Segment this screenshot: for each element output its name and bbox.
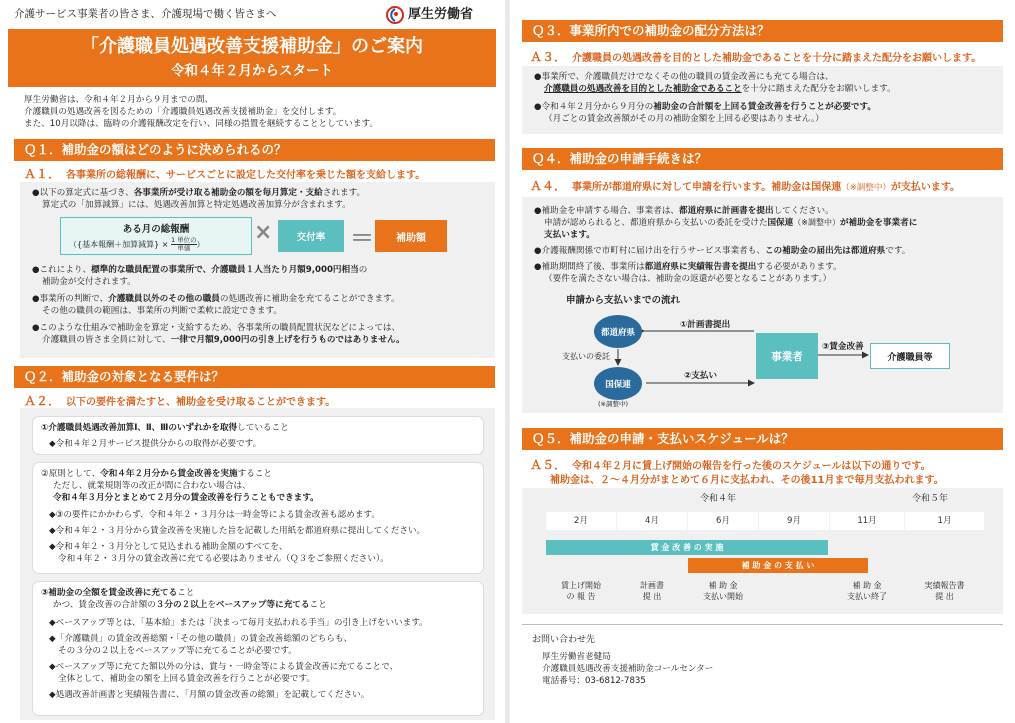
q1-point-1a: ●以下の算定式に基づき、各事業所が受け取る補助金の額を毎月算定・支給されます。	[32, 188, 366, 198]
q4-bullet-3b: （要件を満たさない場合は、補助金の返還が必要となることがあります。）	[544, 274, 832, 284]
flow-step-3: ③賃金改善	[822, 342, 864, 352]
requirement-2-card	[32, 462, 484, 574]
q2-body	[20, 408, 495, 720]
intro-line-1: 厚生労働省は、令和４年２月から９月までの間、	[24, 95, 214, 105]
formula-title: ある月の総報酬	[122, 224, 190, 235]
formula-times: ×	[254, 220, 273, 245]
formula-total	[60, 217, 252, 255]
event-payment-end: 補 助 金 支払い終了	[847, 581, 887, 601]
q1-header: Ｑ１．補助金の額はどのように決められるの？	[14, 139, 495, 161]
contact-org: 厚生労働省老健局	[542, 652, 611, 662]
requirement-3-bullet-4: ◆処遇改善計画書と実績報告書に、「月額の賃金改善の総額」を記載してください。	[49, 690, 370, 700]
q2-answer	[24, 392, 335, 409]
bar-subsidy-payment: 補 助 金 の 支 払 い	[688, 558, 868, 573]
intro-line-3: また、10月以降は、臨時の介護報酬改定を行い、同様の措置を継続することとしています。	[24, 119, 378, 129]
title-banner	[8, 29, 496, 87]
q3-body	[522, 66, 1003, 134]
q1-point-4a: ●このような仕組みで補助金を算定・支給するため、各事業所の職員配置状況などによっては、	[32, 323, 401, 333]
intro-line-2: 介護職員の処遇改善を図るための「介護職員処遇改善支援補助金」を交付します。	[24, 107, 342, 117]
q4-answer-mark: Ａ４．	[530, 179, 567, 193]
q3-answer-mark: Ａ３．	[530, 50, 567, 64]
requirement-3-bullet-3a: ◆ベースアップ等に充てた額以外の分は、賞与・一時金等による賃金改善に充てることで、	[49, 662, 399, 672]
flow-entrust: 支払いの委託	[562, 352, 610, 361]
q1-point-4b: 介護職員の皆さま全員に対して、一律で月額9,000円の引き上げを行うものではありません。	[42, 335, 405, 345]
q5-answer-1: Ａ５． 令和４年２月に賃上げ開始の報告を行った後のスケジュールは以下の通りです。	[530, 458, 931, 472]
schedule-year-2: 令和５年	[912, 494, 949, 504]
q3-header: Ｑ３．事業所内での補助金の配分方法は？	[522, 20, 1003, 42]
q4-bullet-1c: 支払います。	[544, 230, 595, 240]
ministry-logo-icon	[386, 6, 404, 24]
requirement-2-bullet-3a: ◆令和４年２・３月分として見込まれる補助金額のすべてを、	[49, 542, 288, 552]
q3-answer-text: 介護職員の処遇改善を目的とした補助金であることを十分に踏まえた配分をお願いします。	[572, 53, 982, 64]
requirement-3-bullet-2a: ◆「介護職員」の賃金改善総額・「その他の職員」の賃金改善総額のどちらも、	[49, 634, 353, 644]
q3-bullet-2b: （月ごとの賃金改善額がその月の補助金額を上回る必要はありません。）	[544, 114, 824, 124]
requirement-2-title: ②原則として、令和４年２月分から賃金改善を実施すること	[41, 469, 273, 479]
contact-center: 介護職員処遇改善支援補助金コールセンター	[542, 664, 714, 674]
schedule-year-1: 令和４年	[700, 494, 737, 504]
requirement-1-card	[32, 416, 484, 455]
ministry-name: 厚生労働省	[408, 7, 474, 22]
requirement-3-card	[32, 581, 484, 716]
q1-answer	[24, 165, 425, 182]
bar-wage-improvement: 賃 金 改 善 の 実 施	[546, 540, 828, 555]
requirement-3-title: ③補助金の全額を賃金改善に充てること	[41, 588, 195, 598]
q3-answer	[530, 48, 981, 65]
q1-point-3b: その他の職員の範囲は、事業所の判断で柔軟に設定できます。	[42, 306, 282, 316]
requirement-2-bullet-2: ◆令和４年２・３月分から賃金改善を実施した旨を記載した用紙を都道府県に提出してください。	[49, 526, 426, 536]
q1-body	[20, 182, 495, 358]
event-plan-submit: 計画書 提 出	[640, 581, 664, 601]
contact-heading: お問い合わせ先	[532, 635, 596, 645]
requirement-1-bullet: ◆令和４年２月サービス提供分からの取得が必要です。	[49, 439, 262, 449]
schedule-month-row	[546, 512, 984, 530]
q1-point-3a: ●事業所の判断で、介護職員以外のその他の職員の処遇改善に補助金を充てることができます。	[32, 294, 400, 304]
event-result-report: 実績報告書 提 出	[924, 581, 965, 601]
q3-bullet-1a: ●事業所で、介護職員だけでなくその他の職員の賃金改善にも充てる場合は、	[534, 72, 834, 82]
requirement-2-line-2: ただし、就業規則等の改正が間に合わない場合は、	[53, 481, 251, 491]
formula-result: 補助額	[375, 220, 447, 252]
requirement-3-line-2: かつ、賃金改善の合計額の３分の２以上をベースアップ等に充てること	[53, 600, 327, 610]
right-page	[510, 0, 1015, 723]
q1-answer-text: 各事業所の総報酬に、サービスごとに設定した交付率を乗じた額を支給します。	[66, 170, 426, 181]
requirement-3-bullet-2b: その３分の２以上をベースアップ等に充てることが必要です。	[58, 646, 297, 656]
event-payment-start: 補 助 金 支払い開始	[703, 581, 743, 601]
event-report: 賃上げ開始 の 報 告	[561, 581, 601, 601]
q5-header: Ｑ５．補助金の申請・支払いスケジュールは？	[522, 428, 1003, 450]
formula-sub: （{基本報酬＋加算減算} × 1 単位の 単価 ）	[69, 236, 205, 252]
formula-equals: ＝	[350, 224, 374, 252]
flow-kokuho: 国保連	[594, 367, 642, 400]
q4-header: Ｑ４．補助金の申請手続きは？	[522, 148, 1003, 170]
month-feb: 2月	[546, 512, 616, 530]
flow-step-2: ②支払い	[684, 371, 718, 381]
q1-answer-mark: Ａ１．	[24, 167, 61, 181]
q4-bullet-3a: ●補助期間終了後、事業所は都道府県に実績報告書を提出する必要があります。	[534, 262, 842, 272]
schedule-box	[522, 488, 1003, 614]
flow-business: 事業者	[756, 333, 818, 379]
q4-answer: Ａ４． 事業所が都道府県に対して申請を行います。補助金は国保連（※調整中）が支払います。	[530, 179, 961, 193]
q3-bullet-1b: 介護職員の処遇改善を目的とした補助金であることを十分に踏まえた配分をお願いします。	[544, 84, 896, 94]
main-subtitle: 令和４年２月からスタート	[171, 63, 333, 79]
month-jun: 6月	[688, 512, 758, 530]
q4-bullet-2: ●介護報酬関係で市町村に届け出を行うサービス事業者も、この補助金の届出先は都道府県です。	[534, 246, 911, 256]
requirement-3-bullet-1: ◆ベースアップ等とは、「基本給」または「決まって毎月支払われる手当」の引き上げをいいます。	[49, 618, 428, 628]
q3-bullet-2a: ●令和４年２月分から９月分の補助金の合計額を上回る賃金改善を行うことが必要です。	[534, 102, 876, 112]
requirement-2-line-3: 令和４年３月分とまとめて２月分の賃金改善を行うこともできます。	[53, 493, 319, 503]
left-page	[0, 0, 505, 723]
flow-prefecture: 都道府県	[594, 315, 642, 348]
q5-answer-2: 補助金は、２～４月分がまとめて６月に支払われ、その後11月まで毎月支払われます。	[550, 475, 944, 486]
contact-phone: 電話番号：03-6812-7835	[542, 676, 646, 686]
q4-bullet-1a: ●補助金を申請する場合、事業者は、都道府県に計画書を提出してください。	[534, 206, 834, 216]
requirement-2-bullet-1: ◆③の要件にかかわらず、令和４年２・３月分は一時金等による賃金改善も認めます。	[49, 510, 380, 520]
flow-kokuho-note: (※調整中)	[598, 400, 629, 408]
flow-staff: 介護職員等	[870, 343, 950, 369]
q1-point-2a: ●これにより、標準的な職員配置の事業所で、介護職員１人当たり月額9,000円相当の	[32, 265, 368, 275]
q5-answer-mark: Ａ５．	[530, 458, 567, 472]
audience-text: 介護サービス事業者の皆さま、介護現場で働く皆さまへ	[14, 8, 277, 20]
q4-body	[522, 197, 1003, 413]
q2-answer-mark: Ａ２．	[24, 394, 61, 408]
q1-point-2b: 補助金が交付されます。	[42, 277, 136, 287]
q2-header: Ｑ２．補助金の対象となる要件は？	[14, 366, 495, 388]
flow-title: 申請から支払いまでの流れ	[566, 295, 681, 306]
month-jan: 1月	[905, 512, 984, 530]
flow-step-1: ①計画書提出	[680, 320, 731, 330]
formula-rate: 交付率	[278, 220, 344, 252]
requirement-2-bullet-3b: 令和４年２・３月分の賃金改善に充てる必要はありません（Ｑ３をご参照ください）。	[58, 554, 389, 564]
main-title: 「介護職員処遇改善支援補助金」のご案内	[81, 36, 423, 57]
q1-point-1b: 算定式の「加算減算」には、処遇改善加算と特定処遇改善加算分が含まれます。	[42, 200, 351, 210]
month-nov: 11月	[830, 512, 904, 530]
q4-bullet-1b: 申請が認められると、都道府県から支払いの委託を受けた国保連（※調整中）が補助金を事業者に	[544, 218, 918, 228]
requirement-3-bullet-3b: 全体として、補助金の額を上回る賃金改善を行うことが必要です。	[58, 674, 315, 684]
q2-answer-text: 以下の要件を満たすと、補助金を受け取ることができます。	[66, 397, 336, 408]
requirement-1-title: ①介護職員処遇改善加算Ⅰ、Ⅱ、Ⅲのいずれかを取得していること	[41, 423, 289, 433]
contact-divider	[522, 624, 1003, 625]
month-sep: 9月	[759, 512, 829, 530]
month-apr: 4月	[617, 512, 687, 530]
